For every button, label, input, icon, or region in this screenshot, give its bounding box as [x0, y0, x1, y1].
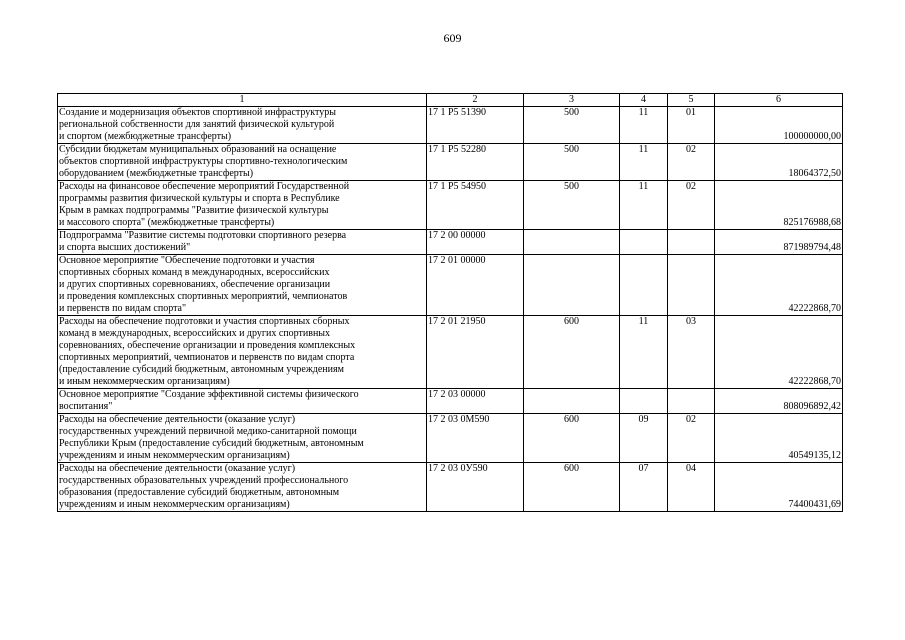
row-code-cell: 17 2 01 21950: [427, 316, 524, 389]
table-row: [58, 230, 843, 255]
row-pr-cell: [668, 230, 715, 255]
row-pr-cell: 02: [668, 144, 715, 181]
row-amount-cell: 18064372,50: [715, 144, 843, 181]
row-pr-cell: 02: [668, 414, 715, 463]
row-vr-cell: [524, 389, 620, 414]
row-vr-cell: 600: [524, 414, 620, 463]
row-code-cell: 17 2 00 00000: [427, 230, 524, 255]
row-vr-cell: 500: [524, 181, 620, 230]
row-name-cell: Расходы на обеспечение подготовки и участия спортивных сборных команд в международных, всероссийских и других спортивных соревнованиях, обеспечение организации и проведения комплексных спортивных мероприятий, чемпионатов и первенств по видам спорта (предоставление субсидий бюджетным, автономным учреждениям и иным некоммерческим организациям): [58, 316, 427, 389]
row-name-cell: Расходы на финансовое обеспечение мероприятий Государственной программы развития физической культуры и спорта в Республике Крым в рамках подпрограммы "Развитие физической культуры и массового спорта" (межбюджетные трансферты): [58, 181, 427, 230]
row-amount-cell: 871989794,48: [715, 230, 843, 255]
row-rz-cell: [620, 255, 668, 316]
table-row: [58, 414, 843, 463]
row-vr-cell: [524, 255, 620, 316]
page-number: 609: [443, 31, 462, 45]
row-vr-cell: [524, 230, 620, 255]
row-name-cell: Расходы на обеспечение деятельности (оказание услуг) государственных образовательных учреждений профессионального образования (предоставление субсидий бюджетным, автономным учреждениям и иным некоммерческим организациям): [58, 463, 427, 512]
row-pr-cell: 02: [668, 181, 715, 230]
row-name-cell: Подпрограмма "Развитие системы подготовки спортивного резерва и спорта высших достижений": [58, 230, 427, 255]
budget-table: [57, 93, 843, 512]
row-rz-cell: [620, 389, 668, 414]
row-pr-cell: 01: [668, 107, 715, 144]
row-rz-cell: 07: [620, 463, 668, 512]
table-header-row: [58, 94, 843, 107]
row-code-cell: 17 2 03 00000: [427, 389, 524, 414]
column-header: 1: [58, 94, 427, 107]
table-row: [58, 389, 843, 414]
row-rz-cell: 11: [620, 181, 668, 230]
column-header: 6: [715, 94, 843, 107]
row-amount-cell: 808096892,42: [715, 389, 843, 414]
table-row: [58, 255, 843, 316]
row-name-cell: Основное мероприятие "Обеспечение подготовки и участия спортивных сборных команд в международных, всероссийских и других спортивных соревнованиях, обеспечение организации и проведения комплексных спортивных мероприятий, чемпионатов и первенств по видам спорта": [58, 255, 427, 316]
row-rz-cell: 11: [620, 316, 668, 389]
row-amount-cell: 100000000,00: [715, 107, 843, 144]
row-rz-cell: 11: [620, 107, 668, 144]
row-vr-cell: 600: [524, 463, 620, 512]
table-row: [58, 181, 843, 230]
row-vr-cell: 600: [524, 316, 620, 389]
row-name-cell: Создание и модернизация объектов спортивной инфраструктуры региональной собственности для занятий физической культурой и спортом (межбюджетные трансферты): [58, 107, 427, 144]
table-row: [58, 144, 843, 181]
row-code-cell: 17 2 01 00000: [427, 255, 524, 316]
row-name-cell: Субсидии бюджетам муниципальных образований на оснащение объектов спортивной инфраструктуры спортивно-технологическим оборудованием (межбюджетные трансферты): [58, 144, 427, 181]
row-code-cell: 17 1 P5 51390: [427, 107, 524, 144]
column-header: 2: [427, 94, 524, 107]
table-row: [58, 463, 843, 512]
row-amount-cell: 40549135,12: [715, 414, 843, 463]
row-pr-cell: [668, 255, 715, 316]
column-header: 3: [524, 94, 620, 107]
row-rz-cell: 11: [620, 144, 668, 181]
row-pr-cell: 04: [668, 463, 715, 512]
row-rz-cell: [620, 230, 668, 255]
row-pr-cell: [668, 389, 715, 414]
row-amount-cell: 42222868,70: [715, 316, 843, 389]
row-pr-cell: 03: [668, 316, 715, 389]
table-row: [58, 107, 843, 144]
row-name-cell: Основное мероприятие "Создание эффективной системы физического воспитания": [58, 389, 427, 414]
row-vr-cell: 500: [524, 107, 620, 144]
row-vr-cell: 500: [524, 144, 620, 181]
row-amount-cell: 42222868,70: [715, 255, 843, 316]
row-code-cell: 17 1 P5 52280: [427, 144, 524, 181]
row-code-cell: 17 1 P5 54950: [427, 181, 524, 230]
row-amount-cell: 74400431,69: [715, 463, 843, 512]
row-name-cell: Расходы на обеспечение деятельности (оказание услуг) государственных учреждений первичной медико-санитарной помощи Республики Крым (предоставление субсидий бюджетным, автономным учреждениям и иным некоммерческим организациям): [58, 414, 427, 463]
table-row: [58, 316, 843, 389]
row-amount-cell: 825176988,68: [715, 181, 843, 230]
column-header: 4: [620, 94, 668, 107]
row-rz-cell: 09: [620, 414, 668, 463]
row-code-cell: 17 2 03 0М590: [427, 414, 524, 463]
row-code-cell: 17 2 03 0У590: [427, 463, 524, 512]
column-header: 5: [668, 94, 715, 107]
